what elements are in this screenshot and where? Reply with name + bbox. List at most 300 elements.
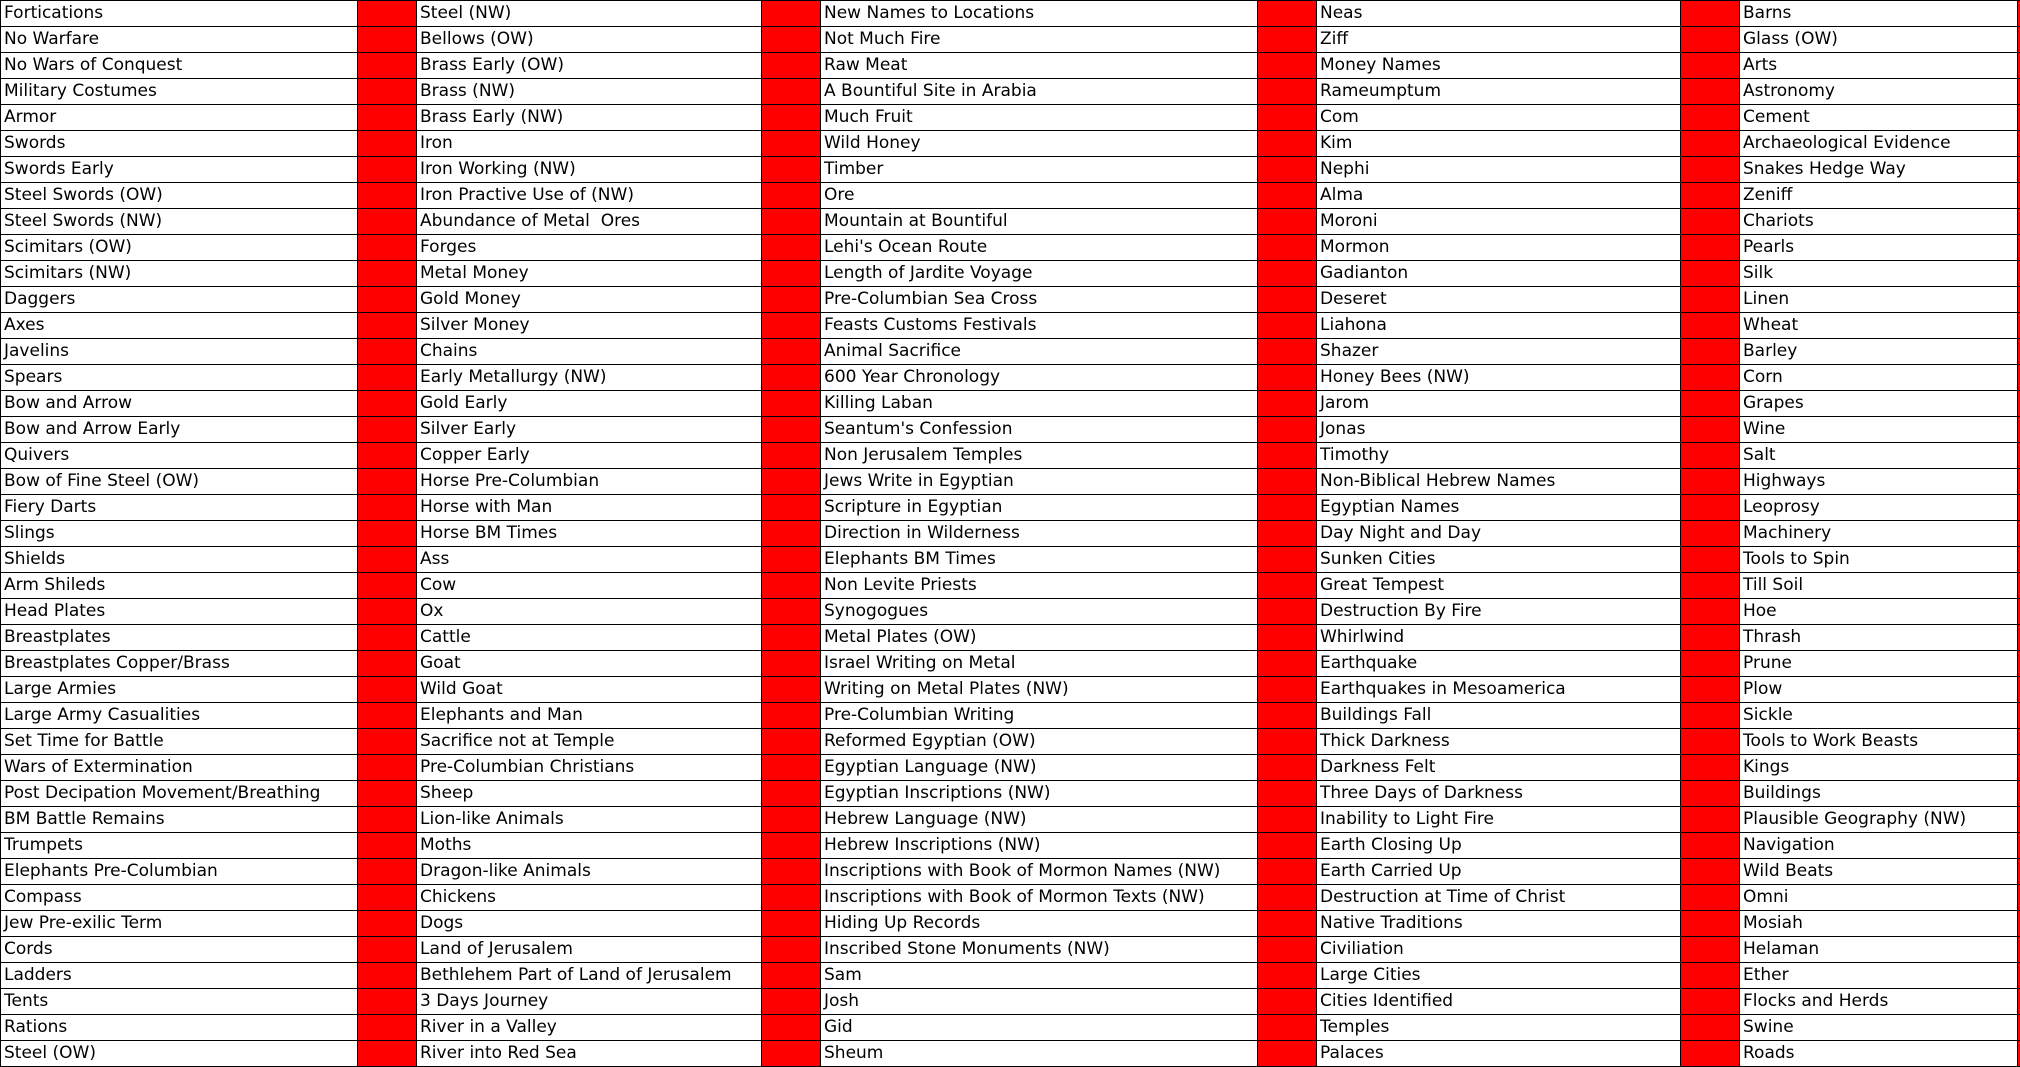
red-marker-cell[interactable] [1258,1015,1317,1041]
red-marker-cell[interactable] [1258,209,1317,235]
topic-cell[interactable]: Steel Swords (OW) [1,183,358,209]
red-marker-cell[interactable] [762,27,821,53]
red-marker-cell[interactable] [1681,911,1740,937]
red-marker-cell[interactable] [762,417,821,443]
red-marker-cell[interactable] [1681,755,1740,781]
red-marker-cell[interactable] [1258,1041,1317,1067]
topic-cell[interactable]: Omni [1740,885,2018,911]
topic-cell[interactable]: Pearls [1740,235,2018,261]
topic-cell[interactable]: Kings [1740,755,2018,781]
topic-cell[interactable]: Abundance of Metal Ores [417,209,762,235]
topic-cell[interactable]: Not Much Fire [821,27,1258,53]
topic-cell[interactable]: Cords [1,937,358,963]
red-marker-cell[interactable] [1258,183,1317,209]
topic-cell[interactable]: Barley [1740,339,2018,365]
topic-cell[interactable]: Horse Pre-Columbian [417,469,762,495]
topic-cell[interactable]: Temples [1317,1015,1681,1041]
red-marker-cell[interactable] [1258,781,1317,807]
red-marker-cell[interactable] [358,313,417,339]
red-marker-cell[interactable] [762,911,821,937]
red-marker-cell[interactable] [1681,53,1740,79]
topic-cell[interactable]: Money Names [1317,53,1681,79]
red-marker-cell[interactable] [358,53,417,79]
topic-cell[interactable]: Ore [821,183,1258,209]
red-marker-cell[interactable] [762,885,821,911]
red-marker-cell[interactable] [1681,807,1740,833]
red-marker-cell[interactable] [762,599,821,625]
red-marker-cell[interactable] [1258,27,1317,53]
topic-cell[interactable]: Moths [417,833,762,859]
topic-cell[interactable]: Early Metallurgy (NW) [417,365,762,391]
red-marker-cell[interactable] [762,677,821,703]
topic-cell[interactable]: Rameumptum [1317,79,1681,105]
red-marker-cell[interactable] [762,391,821,417]
topic-cell[interactable]: Grapes [1740,391,2018,417]
red-marker-cell[interactable] [358,27,417,53]
topic-cell[interactable]: Direction in Wilderness [821,521,1258,547]
red-marker-cell[interactable] [762,235,821,261]
topic-cell[interactable]: Ass [417,547,762,573]
topic-cell[interactable]: Highways [1740,469,2018,495]
topic-cell[interactable]: Iron Working (NW) [417,157,762,183]
red-marker-cell[interactable] [1258,79,1317,105]
red-marker-cell[interactable] [1681,1041,1740,1067]
red-marker-cell[interactable] [762,989,821,1015]
topic-cell[interactable]: Corn [1740,365,2018,391]
red-marker-cell[interactable] [762,807,821,833]
topic-cell[interactable]: Non Levite Priests [821,573,1258,599]
topic-cell[interactable]: Liahona [1317,313,1681,339]
topic-cell[interactable]: Sheum [821,1041,1258,1067]
topic-cell[interactable]: Cow [417,573,762,599]
red-marker-cell[interactable] [1681,131,1740,157]
topic-cell[interactable]: Destruction By Fire [1317,599,1681,625]
red-marker-cell[interactable] [1258,1,1317,27]
red-marker-cell[interactable] [1258,313,1317,339]
topic-cell[interactable]: Armor [1,105,358,131]
red-marker-cell[interactable] [762,105,821,131]
topic-cell[interactable]: Sacrifice not at Temple [417,729,762,755]
topic-cell[interactable]: Alma [1317,183,1681,209]
topic-cell[interactable]: Wars of Extermination [1,755,358,781]
topic-cell[interactable]: Egyptian Language (NW) [821,755,1258,781]
topic-cell[interactable]: Fiery Darts [1,495,358,521]
topic-cell[interactable]: Swine [1740,1015,2018,1041]
red-marker-cell[interactable] [1681,781,1740,807]
red-marker-cell[interactable] [762,339,821,365]
red-marker-cell[interactable] [358,781,417,807]
topic-cell[interactable]: Animal Sacrifice [821,339,1258,365]
topic-cell[interactable]: Roads [1740,1041,2018,1067]
red-marker-cell[interactable] [1681,443,1740,469]
topic-cell[interactable]: Slings [1,521,358,547]
red-marker-cell[interactable] [1258,573,1317,599]
topic-cell[interactable]: Dogs [417,911,762,937]
topic-cell[interactable]: Linen [1740,287,2018,313]
topic-cell[interactable]: Forges [417,235,762,261]
topic-cell[interactable]: Arts [1740,53,2018,79]
red-marker-cell[interactable] [762,1015,821,1041]
red-marker-cell[interactable] [1258,651,1317,677]
red-marker-cell[interactable] [762,937,821,963]
red-marker-cell[interactable] [358,625,417,651]
red-marker-cell[interactable] [358,963,417,989]
topic-cell[interactable]: Scimitars (NW) [1,261,358,287]
topic-cell[interactable]: Salt [1740,443,2018,469]
topic-cell[interactable]: Buildings [1740,781,2018,807]
topic-cell[interactable]: Bellows (OW) [417,27,762,53]
red-marker-cell[interactable] [1258,807,1317,833]
red-marker-cell[interactable] [358,989,417,1015]
topic-cell[interactable]: Post Decipation Movement/Breathing [1,781,358,807]
topic-cell[interactable]: Hiding Up Records [821,911,1258,937]
topic-cell[interactable]: Sheep [417,781,762,807]
topic-cell[interactable]: Buildings Fall [1317,703,1681,729]
topic-cell[interactable]: Native Traditions [1317,911,1681,937]
topic-cell[interactable]: Arm Shileds [1,573,358,599]
topic-cell[interactable]: Prune [1740,651,2018,677]
red-marker-cell[interactable] [762,651,821,677]
red-marker-cell[interactable] [1681,209,1740,235]
topic-cell[interactable]: Archaeological Evidence [1740,131,2018,157]
topic-cell[interactable]: Earth Closing Up [1317,833,1681,859]
red-marker-cell[interactable] [358,547,417,573]
topic-cell[interactable]: Much Fruit [821,105,1258,131]
topic-cell[interactable]: Israel Writing on Metal [821,651,1258,677]
red-marker-cell[interactable] [1681,937,1740,963]
topic-cell[interactable]: Brass Early (NW) [417,105,762,131]
red-marker-cell[interactable] [1258,339,1317,365]
red-marker-cell[interactable] [1681,469,1740,495]
topic-cell[interactable]: Darkness Felt [1317,755,1681,781]
red-marker-cell[interactable] [358,391,417,417]
red-marker-cell[interactable] [1681,495,1740,521]
red-marker-cell[interactable] [358,261,417,287]
topic-cell[interactable]: Scimitars (OW) [1,235,358,261]
topic-cell[interactable]: Military Costumes [1,79,358,105]
topic-cell[interactable]: Inscribed Stone Monuments (NW) [821,937,1258,963]
topic-cell[interactable]: Steel Swords (NW) [1,209,358,235]
topic-cell[interactable]: Neas [1317,1,1681,27]
topic-cell[interactable]: Non Jerusalem Temples [821,443,1258,469]
topic-cell[interactable]: Gid [821,1015,1258,1041]
topic-cell[interactable]: Plow [1740,677,2018,703]
red-marker-cell[interactable] [762,131,821,157]
red-marker-cell[interactable] [1258,391,1317,417]
topic-cell[interactable]: Hebrew Inscriptions (NW) [821,833,1258,859]
topic-cell[interactable]: 600 Year Chronology [821,365,1258,391]
red-marker-cell[interactable] [358,807,417,833]
red-marker-cell[interactable] [1258,53,1317,79]
topic-cell[interactable]: Length of Jardite Voyage [821,261,1258,287]
topic-cell[interactable]: Josh [821,989,1258,1015]
topic-cell[interactable]: Pre-Columbian Writing [821,703,1258,729]
red-marker-cell[interactable] [358,1041,417,1067]
red-marker-cell[interactable] [358,573,417,599]
topic-cell[interactable]: Elephants Pre-Columbian [1,859,358,885]
topic-cell[interactable]: Jews Write in Egyptian [821,469,1258,495]
topic-cell[interactable]: Lehi's Ocean Route [821,235,1258,261]
red-marker-cell[interactable] [358,183,417,209]
red-marker-cell[interactable] [762,443,821,469]
red-marker-cell[interactable] [762,1041,821,1067]
topic-cell[interactable]: Gold Money [417,287,762,313]
topic-cell[interactable]: Sunken Cities [1317,547,1681,573]
topic-cell[interactable]: Silk [1740,261,2018,287]
topic-cell[interactable]: Till Soil [1740,573,2018,599]
topic-cell[interactable]: Pre-Columbian Christians [417,755,762,781]
red-marker-cell[interactable] [358,755,417,781]
red-marker-cell[interactable] [358,495,417,521]
topic-cell[interactable]: Gadianton [1317,261,1681,287]
topic-cell[interactable]: Silver Money [417,313,762,339]
topic-cell[interactable]: Wild Goat [417,677,762,703]
topic-cell[interactable]: Helaman [1740,937,2018,963]
topic-cell[interactable]: Flocks and Herds [1740,989,2018,1015]
topic-cell[interactable]: Day Night and Day [1317,521,1681,547]
red-marker-cell[interactable] [358,417,417,443]
topic-cell[interactable]: Breastplates [1,625,358,651]
red-marker-cell[interactable] [762,261,821,287]
red-marker-cell[interactable] [1258,547,1317,573]
topic-cell[interactable]: Metal Money [417,261,762,287]
topic-cell[interactable]: River in a Valley [417,1015,762,1041]
topic-cell[interactable]: Chariots [1740,209,2018,235]
topic-cell[interactable]: Synogogues [821,599,1258,625]
topic-cell[interactable]: Bethlehem Part of Land of Jerusalem [417,963,762,989]
topic-cell[interactable]: Fortications [1,1,358,27]
topic-cell[interactable]: Inscriptions with Book of Mormon Texts (NW) [821,885,1258,911]
topic-cell[interactable]: Wild Beats [1740,859,2018,885]
topic-cell[interactable]: Nephi [1317,157,1681,183]
topic-cell[interactable]: Palaces [1317,1041,1681,1067]
red-marker-cell[interactable] [1258,235,1317,261]
topic-cell[interactable]: Axes [1,313,358,339]
red-marker-cell[interactable] [1681,573,1740,599]
topic-cell[interactable]: Thick Darkness [1317,729,1681,755]
topic-cell[interactable]: New Names to Locations [821,1,1258,27]
topic-cell[interactable]: Sam [821,963,1258,989]
topic-cell[interactable]: Tools to Work Beasts [1740,729,2018,755]
red-marker-cell[interactable] [1681,391,1740,417]
red-marker-cell[interactable] [762,859,821,885]
topic-cell[interactable]: Ziff [1317,27,1681,53]
red-marker-cell[interactable] [1681,365,1740,391]
topic-cell[interactable]: Brass (NW) [417,79,762,105]
red-marker-cell[interactable] [1681,625,1740,651]
red-marker-cell[interactable] [1258,885,1317,911]
topic-cell[interactable]: Sickle [1740,703,2018,729]
topic-cell[interactable]: Daggers [1,287,358,313]
topic-cell[interactable]: Bow of Fine Steel (OW) [1,469,358,495]
topic-cell[interactable]: Astronomy [1740,79,2018,105]
red-marker-cell[interactable] [1258,443,1317,469]
topic-cell[interactable]: Mountain at Bountiful [821,209,1258,235]
red-marker-cell[interactable] [358,521,417,547]
topic-cell[interactable]: Horse BM Times [417,521,762,547]
topic-cell[interactable]: Horse with Man [417,495,762,521]
red-marker-cell[interactable] [358,339,417,365]
red-marker-cell[interactable] [1681,677,1740,703]
red-marker-cell[interactable] [1258,703,1317,729]
red-marker-cell[interactable] [762,209,821,235]
red-marker-cell[interactable] [762,53,821,79]
red-marker-cell[interactable] [358,287,417,313]
red-marker-cell[interactable] [762,521,821,547]
topic-cell[interactable]: Bow and Arrow Early [1,417,358,443]
topic-cell[interactable]: Hoe [1740,599,2018,625]
red-marker-cell[interactable] [1681,79,1740,105]
red-marker-cell[interactable] [762,547,821,573]
topic-cell[interactable]: Leoprosy [1740,495,2018,521]
topic-cell[interactable]: Wine [1740,417,2018,443]
topic-cell[interactable]: Cattle [417,625,762,651]
red-marker-cell[interactable] [1681,833,1740,859]
red-marker-cell[interactable] [1258,521,1317,547]
red-marker-cell[interactable] [358,885,417,911]
red-marker-cell[interactable] [358,599,417,625]
red-marker-cell[interactable] [1258,963,1317,989]
topic-cell[interactable]: Snakes Hedge Way [1740,157,2018,183]
topic-cell[interactable]: Shazer [1317,339,1681,365]
topic-cell[interactable]: Tools to Spin [1740,547,2018,573]
topic-cell[interactable]: BM Battle Remains [1,807,358,833]
topic-cell[interactable]: Wild Honey [821,131,1258,157]
topic-cell[interactable]: Spears [1,365,358,391]
topic-cell[interactable]: Breastplates Copper/Brass [1,651,358,677]
topic-cell[interactable]: Elephants and Man [417,703,762,729]
topic-cell[interactable]: No Warfare [1,27,358,53]
red-marker-cell[interactable] [358,911,417,937]
red-marker-cell[interactable] [358,859,417,885]
red-marker-cell[interactable] [1681,235,1740,261]
red-marker-cell[interactable] [762,573,821,599]
red-marker-cell[interactable] [358,131,417,157]
topic-cell[interactable]: No Wars of Conquest [1,53,358,79]
topic-cell[interactable]: Jonas [1317,417,1681,443]
red-marker-cell[interactable] [762,963,821,989]
red-marker-cell[interactable] [1258,859,1317,885]
red-marker-cell[interactable] [1258,261,1317,287]
red-marker-cell[interactable] [1258,287,1317,313]
red-marker-cell[interactable] [1681,313,1740,339]
topic-cell[interactable]: Barns [1740,1,2018,27]
topic-cell[interactable]: Raw Meat [821,53,1258,79]
topic-cell[interactable]: Steel (NW) [417,1,762,27]
topic-cell[interactable]: River into Red Sea [417,1041,762,1067]
red-marker-cell[interactable] [762,157,821,183]
topic-cell[interactable]: Head Plates [1,599,358,625]
red-marker-cell[interactable] [762,495,821,521]
topic-cell[interactable]: Plausible Geography (NW) [1740,807,2018,833]
topic-cell[interactable]: Jew Pre-exilic Term [1,911,358,937]
red-marker-cell[interactable] [762,313,821,339]
red-marker-cell[interactable] [1681,729,1740,755]
red-marker-cell[interactable] [358,443,417,469]
topic-cell[interactable]: Bow and Arrow [1,391,358,417]
topic-cell[interactable]: Machinery [1740,521,2018,547]
topic-cell[interactable]: Goat [417,651,762,677]
red-marker-cell[interactable] [762,625,821,651]
red-marker-cell[interactable] [1258,157,1317,183]
topic-cell[interactable]: Pre-Columbian Sea Cross [821,287,1258,313]
red-marker-cell[interactable] [1681,105,1740,131]
red-marker-cell[interactable] [762,469,821,495]
red-marker-cell[interactable] [358,79,417,105]
red-marker-cell[interactable] [1258,937,1317,963]
topic-cell[interactable]: Reformed Egyptian (OW) [821,729,1258,755]
topic-cell[interactable]: Com [1317,105,1681,131]
red-marker-cell[interactable] [1681,417,1740,443]
red-marker-cell[interactable] [1681,183,1740,209]
topic-cell[interactable]: Glass (OW) [1740,27,2018,53]
topic-cell[interactable]: Scripture in Egyptian [821,495,1258,521]
topic-cell[interactable]: Timothy [1317,443,1681,469]
topic-cell[interactable]: Wheat [1740,313,2018,339]
topic-cell[interactable]: Kim [1317,131,1681,157]
red-marker-cell[interactable] [358,105,417,131]
topic-cell[interactable]: Zeniff [1740,183,2018,209]
red-marker-cell[interactable] [762,781,821,807]
topic-cell[interactable]: Iron Practive Use of (NW) [417,183,762,209]
red-marker-cell[interactable] [1681,521,1740,547]
topic-cell[interactable]: Ether [1740,963,2018,989]
topic-cell[interactable]: Seantum's Confession [821,417,1258,443]
red-marker-cell[interactable] [358,209,417,235]
topic-cell[interactable]: Mosiah [1740,911,2018,937]
topic-cell[interactable]: Cities Identified [1317,989,1681,1015]
red-marker-cell[interactable] [358,729,417,755]
topic-cell[interactable]: Large Army Casualities [1,703,358,729]
topic-cell[interactable]: Earthquakes in Mesoamerica [1317,677,1681,703]
red-marker-cell[interactable] [1258,677,1317,703]
topic-cell[interactable]: Destruction at Time of Christ [1317,885,1681,911]
red-marker-cell[interactable] [762,365,821,391]
topic-cell[interactable]: Shields [1,547,358,573]
topic-cell[interactable]: A Bountiful Site in Arabia [821,79,1258,105]
topic-cell[interactable]: Whirlwind [1317,625,1681,651]
topic-cell[interactable]: Earth Carried Up [1317,859,1681,885]
topic-cell[interactable]: Steel (OW) [1,1041,358,1067]
red-marker-cell[interactable] [762,833,821,859]
red-marker-cell[interactable] [358,937,417,963]
topic-cell[interactable]: 3 Days Journey [417,989,762,1015]
red-marker-cell[interactable] [1258,495,1317,521]
red-marker-cell[interactable] [1681,703,1740,729]
red-marker-cell[interactable] [1681,963,1740,989]
red-marker-cell[interactable] [1258,105,1317,131]
red-marker-cell[interactable] [1681,885,1740,911]
topic-cell[interactable]: Honey Bees (NW) [1317,365,1681,391]
topic-cell[interactable]: Inability to Light Fire [1317,807,1681,833]
red-marker-cell[interactable] [762,729,821,755]
red-marker-cell[interactable] [358,703,417,729]
topic-cell[interactable]: Deseret [1317,287,1681,313]
topic-cell[interactable]: Ox [417,599,762,625]
red-marker-cell[interactable] [358,469,417,495]
topic-cell[interactable]: Jarom [1317,391,1681,417]
red-marker-cell[interactable] [358,651,417,677]
red-marker-cell[interactable] [1258,625,1317,651]
topic-cell[interactable]: Tents [1,989,358,1015]
topic-cell[interactable]: Lion-like Animals [417,807,762,833]
topic-cell[interactable]: Compass [1,885,358,911]
topic-cell[interactable]: Feasts Customs Festivals [821,313,1258,339]
red-marker-cell[interactable] [1681,599,1740,625]
red-marker-cell[interactable] [1681,1015,1740,1041]
red-marker-cell[interactable] [358,1,417,27]
topic-cell[interactable]: Non-Biblical Hebrew Names [1317,469,1681,495]
